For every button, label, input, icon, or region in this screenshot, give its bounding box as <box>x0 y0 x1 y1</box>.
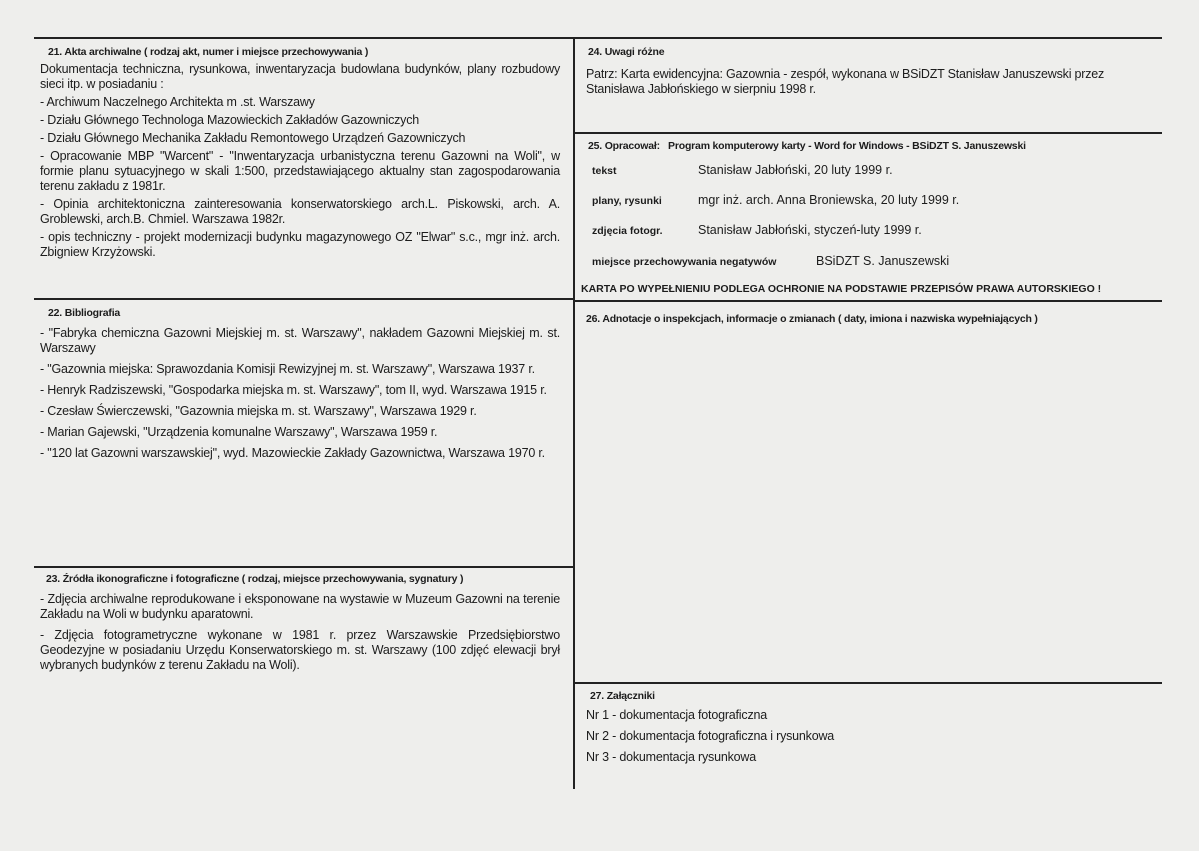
list-item: - Działu Głównego Mechanika Zakładu Remontowego Urządzeń Gazowniczych <box>40 131 466 145</box>
section-21-intro: Dokumentacja techniczna, rysunkowa, inwentaryzacja budowlana budynków, plany rozbudowy sieci itp. w posiadaniu : <box>40 62 560 91</box>
copyright-warning: KARTA PO WYPEŁNIENIU PODLEGA OCHRONIE NA PODSTAWIE PRZEPISÓW PRAWA AUTORSKIEGO ! <box>581 283 1102 295</box>
list-item: - Działu Głównego Technologa Mazowieckich Zakładów Gazowniczych <box>40 113 420 127</box>
list-item: - "120 lat Gazowni warszawskiej", wyd. Mazowieckie Zakłady Gazownictwa, Warszawa 1970 r. <box>40 446 545 460</box>
list-item: Nr 2 - dokumentacja fotograficzna i rysunkowa <box>586 729 835 743</box>
section-24-text: Patrz: Karta ewidencyjna: Gazownia - zespół, wykonana w BSiDZT Stanisław Januszewski przez Stanisława Jabłońskiego w sierpniu 1998 r. <box>586 67 1105 96</box>
prepared-row-label: tekst <box>592 165 617 177</box>
section-21-header: 21. Akta archiwalne ( rodzaj akt, numer i miejsce przechowywania ) <box>48 46 369 58</box>
center-vertical-rule <box>573 37 575 789</box>
section-25-header: 25. Opracował: Program komputerowy karty - Word for Windows - BSiDZT S. Januszewski <box>588 140 1026 152</box>
list-item: - Opinia architektoniczna zainteresowania konserwatorskiego arch.L. Piskowski, arch. A. Groblewski, arch.B. Chmiel. Warszawa 1982r. <box>40 197 560 226</box>
prepared-row-value: mgr inż. arch. Anna Broniewska, 20 luty 1999 r. <box>698 193 960 207</box>
section-27-attachments <box>586 690 1156 765</box>
section-26-header: 26. Adnotacje o inspekcjach, informacje o zmianach ( daty, imiona i nazwiska wypełniających ) <box>586 313 1038 325</box>
top-rule <box>34 37 1162 39</box>
section-27-header: 27. Załączniki <box>590 690 655 702</box>
rule-right-25 <box>574 132 1162 134</box>
list-item: Nr 1 - dokumentacja fotograficzna <box>586 708 767 722</box>
list-item: - Opracowanie MBP "Warcent" - "Inwentaryzacja urbanistyczna terenu Gazowni na Woli", w formie planu sytuacyjnego w skali 1:500, przedstawiającego aktualny stan zagospodarowania terenu zakładu z 1981r. <box>40 149 560 193</box>
list-item: - Archiwum Naczelnego Architekta m .st. Warszawy <box>40 95 315 109</box>
list-item: - "Gazownia miejska: Sprawozdania Komisji Rewizyjnej m. st. Warszawy", Warszawa 1937 r. <box>40 362 535 376</box>
section-25-prepared-by <box>581 140 1161 300</box>
section-24-remarks <box>586 46 1151 97</box>
prepared-row-label: miejsce przechowywania negatywów <box>592 256 777 268</box>
list-item: - Marian Gajewski, "Urządzenia komunalne Warszawy", Warszawa 1959 r. <box>40 425 438 439</box>
section-26-inspection-notes <box>586 313 1156 325</box>
list-item: Nr 3 - dokumentacja rysunkowa <box>586 750 756 764</box>
list-item: - "Fabryka chemiczna Gazowni Miejskiej m. st. Warszawy", nakładem Gazowni Miejskiej m. st. Warszawy <box>40 326 560 355</box>
prepared-row-label: plany, rysunki <box>592 195 662 207</box>
list-item: - Henryk Radziszewski, "Gospodarka miejska m. st. Warszawy", tom II, wyd. Warszawa 1915 r. <box>40 383 547 397</box>
rule-right-27 <box>574 682 1162 684</box>
section-22-header: 22. Bibliografia <box>48 307 121 319</box>
section-24-header: 24. Uwagi różne <box>588 46 665 58</box>
section-23-header: 23. Źródła ikonograficzne i fotograficzne ( rodzaj, miejsce przechowywania, sygnatury ) <box>46 573 464 585</box>
prepared-row-label: zdjęcia fotogr. <box>592 225 663 237</box>
rule-right-26 <box>574 300 1162 302</box>
rule-left-23 <box>34 566 574 568</box>
prepared-row-value: Stanisław Jabłoński, styczeń-luty 1999 r. <box>698 223 922 237</box>
list-item: - Zdjęcia fotogrametryczne wykonane w 1981 r. przez Warszawskie Przedsiębiorstwo Geodezyjne w posiadaniu Urzędu Konserwatorskiego m. st. Warszawy (100 zdjęć elewacji brył wybranych budynków z terenu Zakładu na Woli). <box>40 628 560 672</box>
prepared-row-value: Stanisław Jabłoński, 20 luty 1999 r. <box>698 163 893 177</box>
list-item: - Czesław Świerczewski, "Gazownia miejska m. st. Warszawy", Warszawa 1929 r. <box>40 404 477 418</box>
rule-left-22 <box>34 298 574 300</box>
list-item: - opis techniczny - projekt modernizacji budynku magazynowego OZ "Elwar" s.c., mgr inż. arch. Zbigniew Krzyżowski. <box>40 230 560 259</box>
section-22-bibliography <box>40 307 560 461</box>
list-item: - Zdjęcia archiwalne reprodukowane i eksponowane na wystawie w Muzeum Gazowni na terenie Zakładu na Woli w budynku aparatowni. <box>40 592 560 621</box>
prepared-row-value: BSiDZT S. Januszewski <box>816 254 950 268</box>
section-23-iconographic-sources <box>40 573 560 673</box>
section-21-archival-records <box>40 46 560 260</box>
